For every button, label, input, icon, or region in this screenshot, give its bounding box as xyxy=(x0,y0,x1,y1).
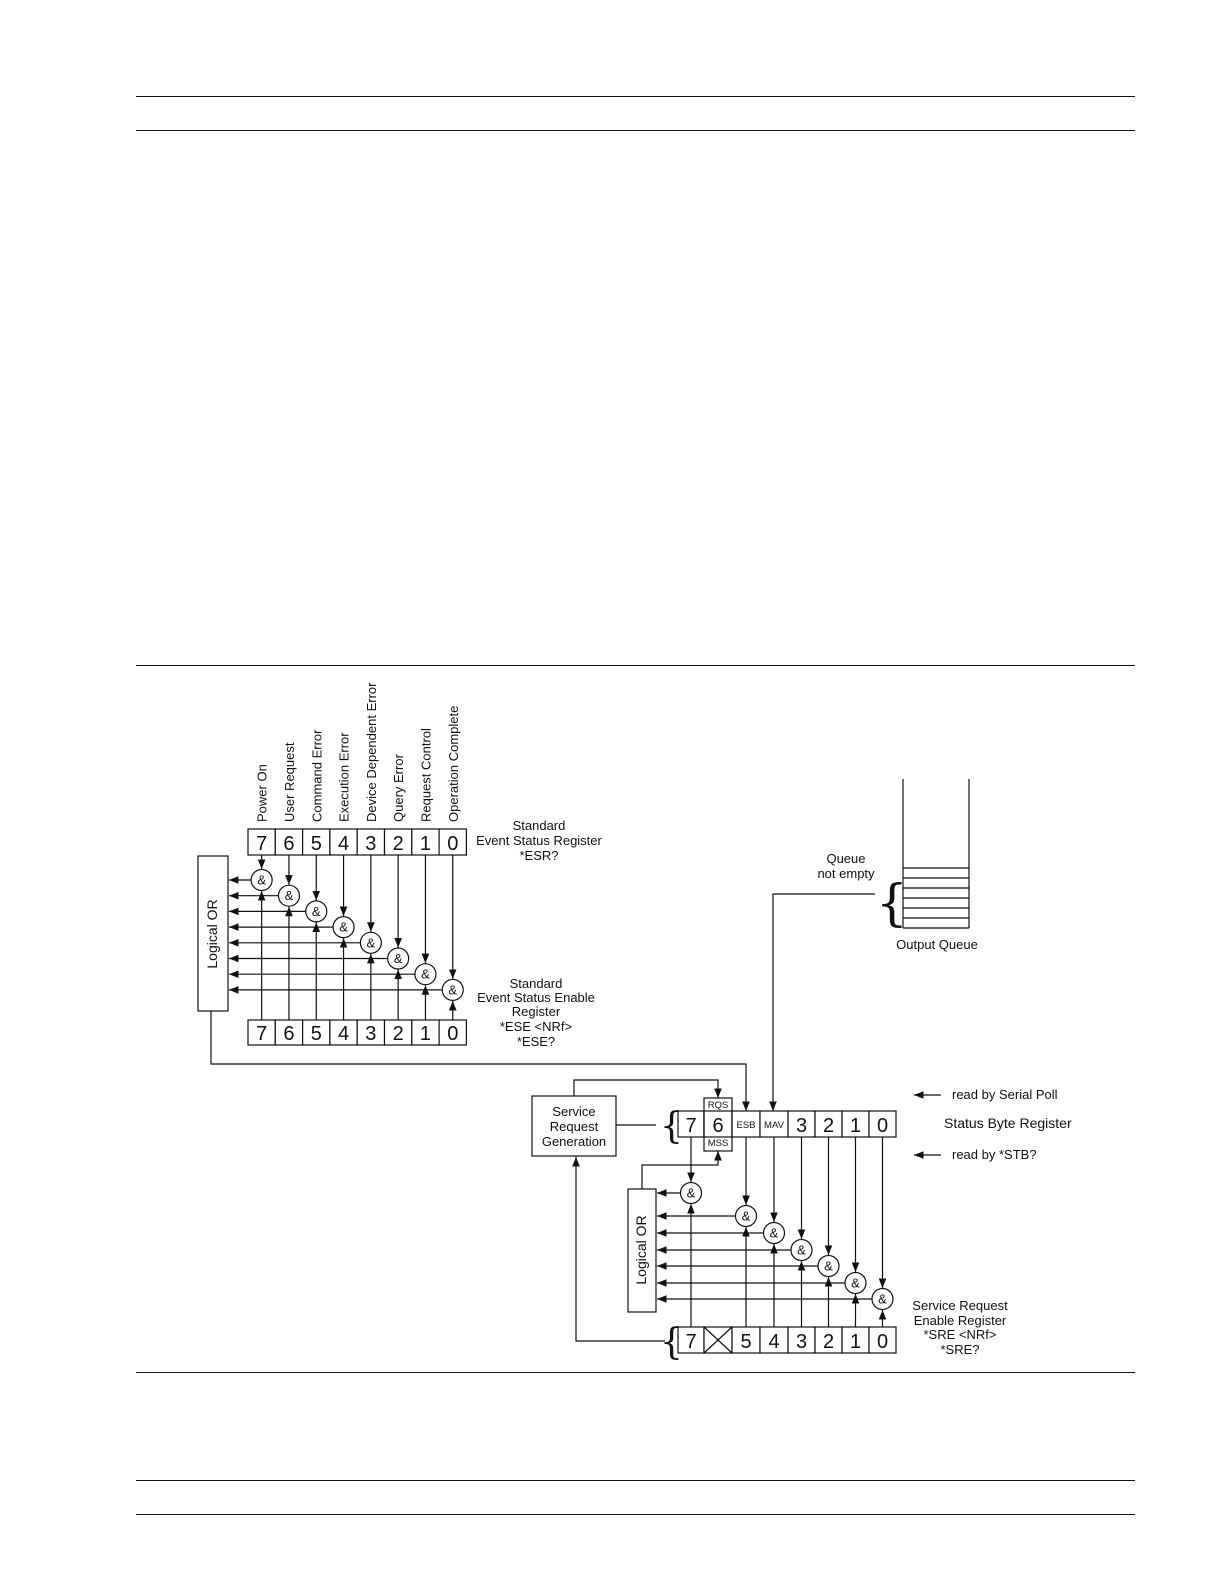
stb-bit-label: ESB xyxy=(736,1120,756,1131)
esr-bit-label: 5 xyxy=(310,833,322,855)
stb-bit-label: 3 xyxy=(795,1115,808,1137)
esr-bit-label: 1 xyxy=(419,833,432,855)
ese-bit-label: 7 xyxy=(256,1023,268,1045)
read-stb-label: read by *STB? xyxy=(952,1147,1037,1162)
ese-bit-label: 3 xyxy=(365,1023,377,1045)
stb-bit-label: 1 xyxy=(849,1115,862,1137)
and-gate-symbol: & xyxy=(284,888,294,904)
stb-brace: { xyxy=(660,1106,683,1147)
and-gate-symbol: & xyxy=(797,1242,806,1258)
event-label: Operation Complete xyxy=(445,705,461,822)
sre-bit-label: 4 xyxy=(768,1331,780,1353)
esr-bit-label: 2 xyxy=(392,833,404,855)
srg-label-2: Request xyxy=(549,1119,599,1134)
and-gate-symbol: & xyxy=(824,1258,833,1274)
event-label: Execution Error xyxy=(336,732,352,822)
sre-register xyxy=(678,1327,896,1353)
rqs-label: RQS xyxy=(707,1100,729,1111)
stb-bit-label: 6 xyxy=(712,1115,724,1137)
output-queue-label: Output Queue xyxy=(896,937,978,952)
stb-bit-label: 2 xyxy=(822,1115,835,1137)
output-queue xyxy=(903,779,969,928)
and-gate-symbol: & xyxy=(339,919,348,935)
sre-bit-label: 2 xyxy=(822,1331,835,1353)
ese-bit-label: 6 xyxy=(283,1023,295,1045)
and-gate-symbol: & xyxy=(686,1185,696,1201)
and-gate-symbol: & xyxy=(366,935,376,951)
queue-label-2: not empty xyxy=(817,866,875,881)
esr-title-2: Event Status Register xyxy=(476,833,602,848)
srg-label-3: Generation xyxy=(541,1134,607,1149)
and-gate-symbol: & xyxy=(393,951,403,966)
esr-logical-or-label: Logical OR xyxy=(204,899,220,969)
status-byte-register xyxy=(678,1098,896,1151)
esr-title-3: *ESR? xyxy=(519,848,559,863)
event-label: Power On xyxy=(254,764,270,822)
event-label: Request Control xyxy=(418,728,434,822)
sre-title-2: Enable Register xyxy=(913,1313,1007,1328)
sre-bit-label: 3 xyxy=(795,1331,808,1353)
esr-bit-label: 7 xyxy=(256,833,268,855)
sre-bit-label: 0 xyxy=(876,1331,889,1353)
sre-brace: { xyxy=(660,1322,683,1363)
and-gate-symbol: & xyxy=(878,1291,887,1307)
esr-bit-label: 4 xyxy=(337,833,350,855)
and-gate-symbol: & xyxy=(311,903,321,919)
esr-register xyxy=(248,829,466,855)
sre-title-4: *SRE? xyxy=(940,1342,980,1357)
esr-logic xyxy=(229,855,463,1020)
read-serial-poll-label: read by Serial Poll xyxy=(952,1087,1058,1102)
ese-title-4: *ESE <NRf> xyxy=(499,1019,573,1034)
srg-rqs-line xyxy=(574,1080,718,1098)
sre-title-3: *SRE <NRf> xyxy=(923,1327,997,1342)
ese-bit-label: 0 xyxy=(447,1023,459,1045)
sre-title-1: Service Request xyxy=(912,1298,1008,1313)
mss-label: MSS xyxy=(707,1138,729,1149)
stb-bit-label: MAV xyxy=(764,1120,784,1131)
ese-bit-label: 4 xyxy=(337,1023,350,1045)
sre-bit-label: 1 xyxy=(849,1331,862,1353)
ese-title-3: Register xyxy=(511,1004,561,1019)
event-label: Device Dependent Error xyxy=(363,682,379,822)
and-gate-symbol: & xyxy=(257,872,266,888)
status-byte-title: Status Byte Register xyxy=(944,1115,1072,1131)
event-labels xyxy=(255,682,461,822)
sre-bit-label: 5 xyxy=(740,1331,752,1353)
and-gate-symbol: & xyxy=(851,1275,860,1291)
sre-bit-label: 7 xyxy=(685,1331,697,1353)
esr-bit-label: 3 xyxy=(365,833,377,855)
and-gate-symbol: & xyxy=(769,1225,779,1241)
mss-or-line xyxy=(642,1151,718,1189)
and-gate-symbol: & xyxy=(741,1208,751,1224)
ese-title-2: Event Status Enable xyxy=(477,990,595,1005)
and-gate-symbol: & xyxy=(421,966,430,982)
queue-label-1: Queue xyxy=(826,851,866,866)
mav-line xyxy=(773,894,875,1111)
esr-bit-label: 6 xyxy=(283,833,295,855)
ese-bit-label: 1 xyxy=(419,1023,432,1045)
stb-logical-or-label: Logical OR xyxy=(633,1215,649,1285)
srg-label-1: Service xyxy=(552,1104,596,1119)
ese-title-5: *ESE? xyxy=(516,1034,556,1049)
output-queue-brace: { xyxy=(876,874,908,932)
event-label: Command Error xyxy=(309,729,325,822)
ese-bit-label: 5 xyxy=(310,1023,322,1045)
and-gate-symbol: & xyxy=(448,982,458,998)
ese-bit-label: 2 xyxy=(392,1023,404,1045)
stb-bit-label: 0 xyxy=(876,1115,889,1137)
stb-bit-label: 7 xyxy=(685,1115,697,1137)
ese-title-1: Standard xyxy=(509,976,563,991)
event-label: User Request xyxy=(281,742,297,822)
esr-bit-label: 0 xyxy=(447,833,459,855)
event-label: Query Error xyxy=(391,754,407,822)
esr-title-1: Standard xyxy=(512,818,566,833)
ese-register xyxy=(248,1020,466,1045)
